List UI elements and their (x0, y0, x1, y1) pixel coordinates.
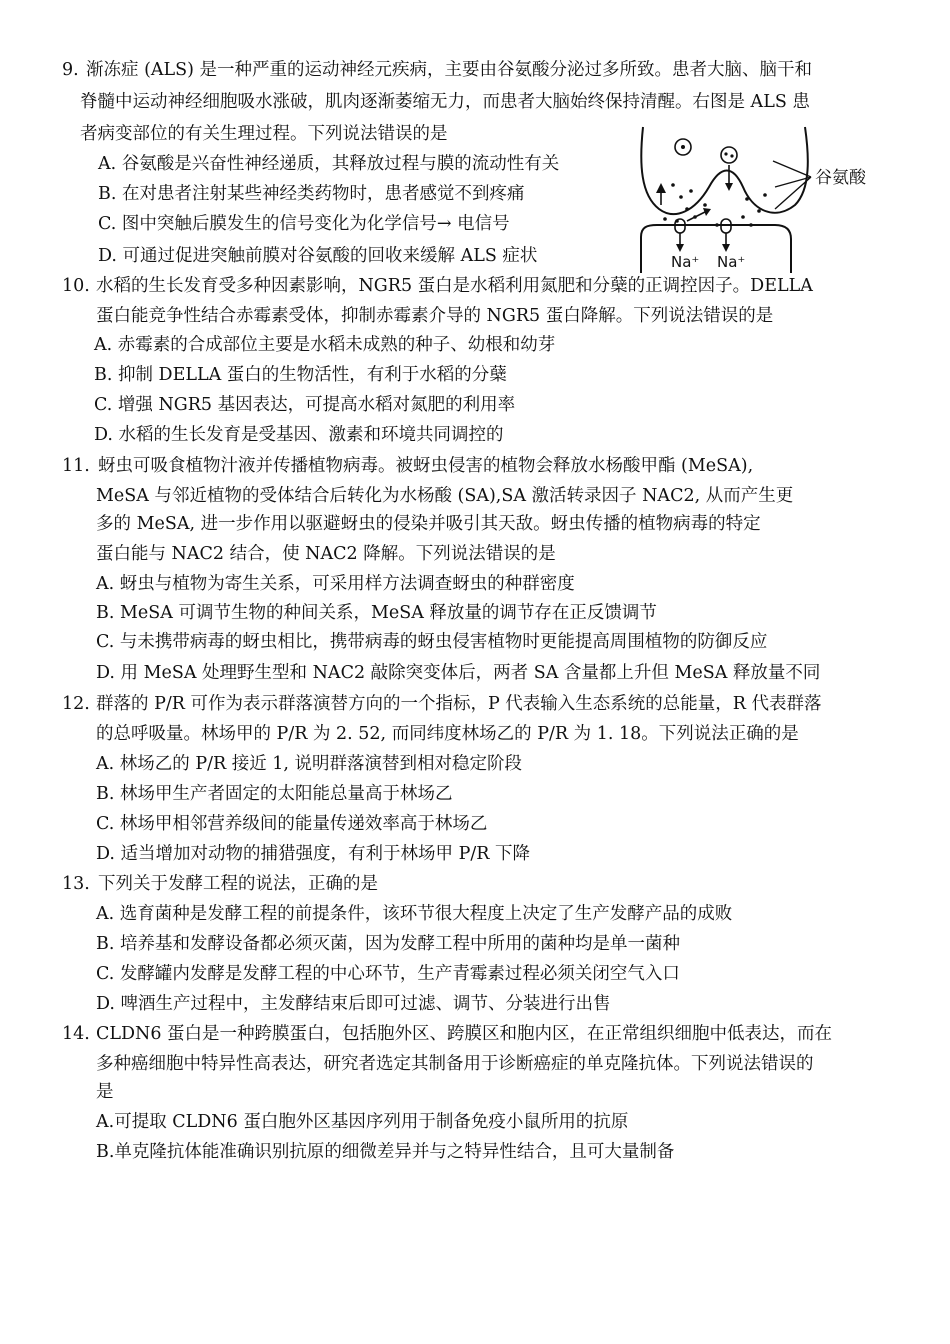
option-c: C. 发酵罐内发酵是发酵工程的中心环节，生产青霉素过程必须关闭空气入口 (96, 964, 680, 984)
question-number: 11. (62, 456, 90, 476)
vesicle (721, 147, 737, 163)
option-d: D. 用 MeSA 处理野生型和 NAC2 敲除突变体后，两者 SA 含量都上升但 MeSA 释放量不同 (96, 663, 821, 683)
question-stem-line: MeSA 与邻近植物的受体结合后转化为水杨酸 (SA),SA 激活转录因子 NAC2, 从而产生更 (96, 486, 794, 506)
synapse-diagram (625, 125, 866, 275)
question-stem-line: 渐冻症 (ALS) 是一种严重的运动神经元疾病，主要由谷氨酸分泌过多所致。患者大脑、脑干和 (86, 60, 813, 80)
question-stem-line: 多的 MeSA, 进一步作用以驱避蚜虫的侵染并吸引其天敌。蚜虫传播的植物病毒的特定 (96, 514, 761, 534)
question-number: 13. (62, 874, 90, 894)
option-d: D. 可通过促进突触前膜对谷氨酸的回收来缓解 ALS 症状 (98, 246, 538, 266)
vesicle-dot (724, 152, 727, 155)
arrow-icon (725, 183, 733, 191)
option-a: A. 谷氨酸是兴奋性神经递质，其释放过程与膜的流动性有关 (98, 154, 560, 174)
option-a: A. 林场乙的 P/R 接近 1, 说明群落演替到相对稳定阶段 (96, 754, 523, 774)
option-c: C. 与未携带病毒的蚜虫相比，携带病毒的蚜虫侵害植物时更能提高周围植物的防御反应 (96, 632, 768, 652)
question-stem-line: 蛋白能竞争性结合赤霉素受体，抑制赤霉素介导的 NGR5 蛋白降解。下列说法错误的是 (96, 306, 774, 326)
ion-label-left: Na⁺ (671, 253, 700, 271)
option-a: A. 赤霉素的合成部位主要是水稻未成熟的种子、幼根和幼芽 (94, 335, 556, 355)
question-number: 14. (62, 1024, 90, 1044)
option-b: B. 培养基和发酵设备都必须灭菌，因为发酵工程中所用的菌种均是单一菌种 (96, 934, 680, 954)
option-a: A. 选育菌种是发酵工程的前提条件，该环节很大程度上决定了生产发酵产品的成败 (96, 904, 733, 924)
arrow-icon (687, 211, 707, 221)
ion-label-right: Na⁺ (717, 253, 746, 271)
question-number: 9. (62, 60, 79, 80)
option-c: C. 图中突触后膜发生的信号变化为化学信号→ 电信号 (98, 214, 510, 234)
option-b: B.单克隆抗体能准确识别抗原的细微差异并与之特异性结合，且可大量制备 (96, 1142, 675, 1162)
question-number: 10. (62, 276, 90, 296)
arrow-icon (656, 183, 666, 193)
glutamate-label: 谷氨酸 (815, 168, 866, 188)
option-d: D. 水稻的生长发育是受基因、激素和环境共同调控的 (94, 425, 504, 445)
option-c: C. 林场甲相邻营养级间的能量传递效率高于林场乙 (96, 814, 488, 834)
vesicle-dot (681, 145, 685, 149)
option-c: C. 增强 NGR5 基因表达，可提高水稻对氮肥的利用率 (94, 395, 516, 415)
option-b: B. 抑制 DELLA 蛋白的生物活性，有利于水稻的分蘖 (94, 365, 507, 385)
glutamate-dots (663, 183, 767, 227)
question-stem-line: 水稻的生长发育受多种因素影响，NGR5 蛋白是水稻利用氮肥和分蘖的正调控因子。DELLA (96, 276, 813, 296)
question-stem-line: CLDN6 蛋白是一种跨膜蛋白，包括胞外区、跨膜区和胞内区，在正常组织细胞中低表达，而在 (96, 1024, 833, 1044)
question-stem-line: 脊髓中运动神经细胞吸水涨破，肌肉逐渐萎缩无力，而患者大脑始终保持清醒。右图是 ALS 患 (80, 92, 810, 112)
question-stem-line: 多种癌细胞中特异性高表达，研究者选定其制备用于诊断癌症的单克隆抗体。下列说法错误的 (96, 1054, 814, 1074)
question-stem-line: 下列关于发酵工程的说法，正确的是 (98, 874, 378, 894)
arrow-icon (722, 244, 730, 252)
question-stem-line: 的总呼吸量。林场甲的 P/R 为 2. 52, 而同纬度林场乙的 P/R 为 1. 18。下列说法正确的是 (96, 724, 799, 744)
question-number: 12. (62, 694, 90, 714)
option-d: D. 啤酒生产过程中，主发酵结束后即可过滤、调节、分装进行出售 (96, 994, 611, 1014)
arrow-icon (676, 244, 684, 252)
option-b: B. MeSA 可调节生物的种间关系，MeSA 释放量的调节存在正反馈调节 (96, 603, 657, 623)
option-a: A. 蚜虫与植物为寄生关系，可采用样方法调查蚜虫的种群密度 (96, 574, 575, 594)
question-stem-line: 蚜虫可吸食植物汁液并传播植物病毒。被蚜虫侵害的植物会释放水杨酸甲酯 (MeSA), (98, 456, 754, 476)
option-a: A.可提取 CLDN6 蛋白胞外区基因序列用于制备免疫小鼠所用的抗原 (96, 1112, 629, 1132)
presynaptic-membrane (641, 127, 808, 214)
postsynaptic-membrane (641, 225, 791, 273)
question-stem-line: 者病变部位的有关生理过程。下列说法错误的是 (80, 124, 448, 144)
question-stem-line: 群落的 P/R 可作为表示群落演替方向的一个指标，P 代表输入生态系统的总能量，R 代表群落 (96, 694, 822, 714)
question-stem-line: 是 (96, 1082, 114, 1102)
option-b: B. 林场甲生产者固定的太阳能总量高于林场乙 (96, 784, 453, 804)
option-d: D. 适当增加对动物的捕猎强度，有利于林场甲 P/R 下降 (96, 844, 531, 864)
question-stem-line: 蛋白能与 NAC2 结合，使 NAC2 降解。下列说法错误的是 (96, 544, 556, 564)
vesicle-dot (730, 154, 733, 157)
option-b: B. 在对患者注射某些神经类药物时，患者感觉不到疼痛 (98, 184, 525, 204)
